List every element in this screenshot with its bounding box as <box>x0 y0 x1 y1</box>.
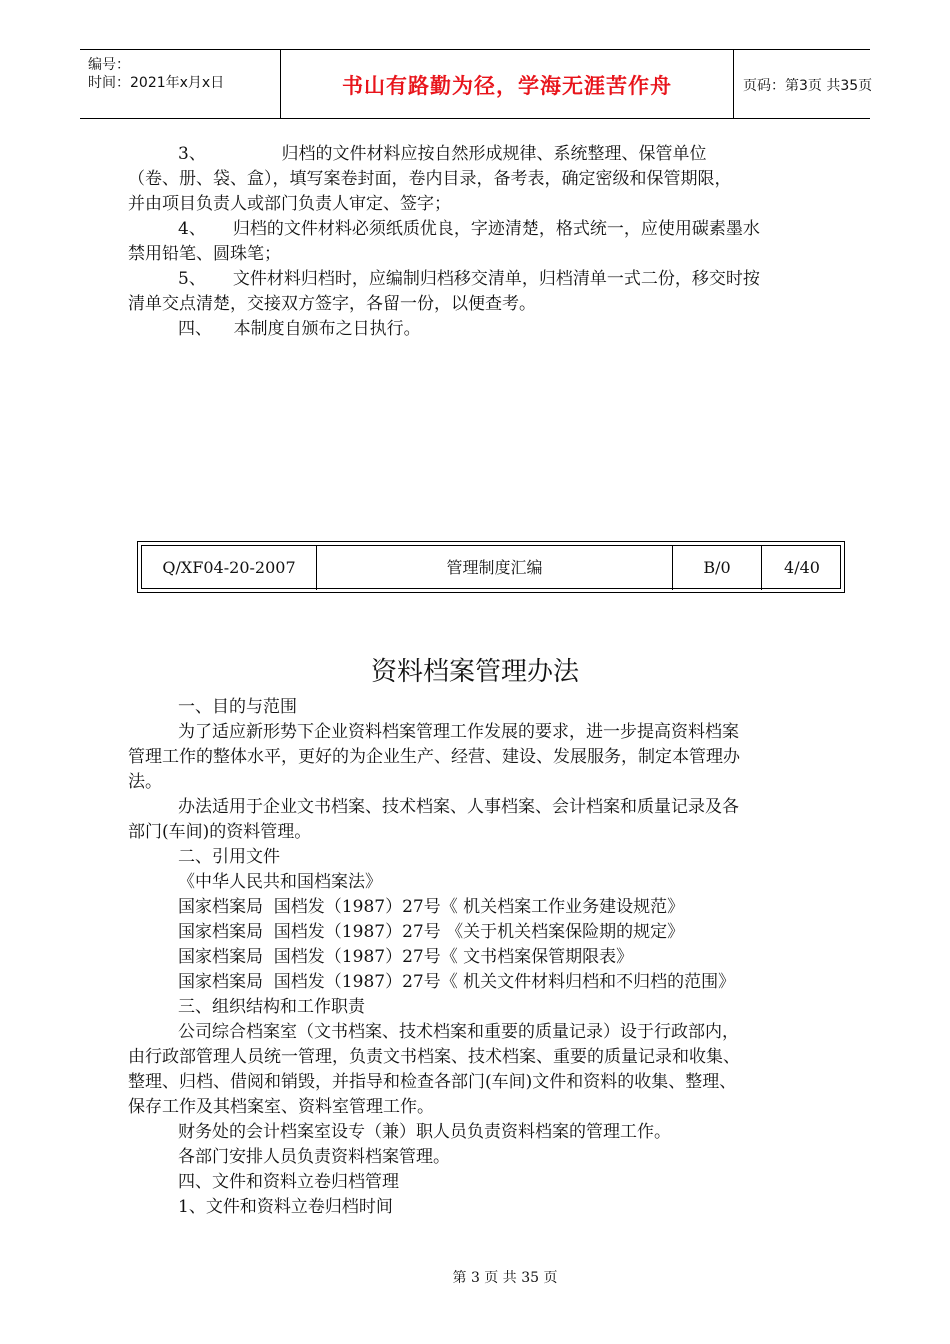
body-line: 由行政部管理人员统一管理，负责文书档案、技术档案、重要的质量记录和收集、 <box>128 1047 740 1067</box>
control-code: Q/XF04-20-2007 <box>142 546 317 590</box>
control-name: 管理制度汇编 <box>317 546 673 590</box>
body-line: 办法适用于企业文书档案、技术档案、人事档案、会计档案和质量记录及各 <box>178 797 739 817</box>
upper-paragraph-line: 四、 本制度自颁布之日执行。 <box>178 319 421 339</box>
reference-item: 国家档案局 国档发（1987）27号《 机关档案工作业务建设规范》 <box>178 897 685 917</box>
document-number-label: 编号： <box>88 57 130 73</box>
upper-paragraph-line: 3、 归档的文件材料应按自然形成规律、系统整理、保管单位 <box>178 144 707 164</box>
section-heading: 一、目的与范围 <box>178 697 297 717</box>
body-line: 为了适应新形势下企业资料档案管理工作发展的要求，进一步提高资料档案 <box>178 722 739 742</box>
upper-paragraph-line: （卷、册、袋、盒），填写案卷封面，卷内目录，备考表，确定密级和保管期限， <box>128 169 732 189</box>
body-line: 管理工作的整体水平，更好的为企业生产、经营、建设、发展服务，制定本管理办 <box>128 747 740 767</box>
upper-paragraph-line: 禁用铅笔、圆珠笔； <box>128 244 281 264</box>
upper-paragraph-line: 清单交点清楚，交接双方签字，各留一份，以便查考。 <box>128 294 536 314</box>
subsection-heading: 1、文件和资料立卷归档时间 <box>178 1197 393 1217</box>
body-line: 各部门安排人员负责资料档案管理。 <box>178 1147 450 1167</box>
body-line: 保存工作及其档案室、资料室管理工作。 <box>128 1097 434 1117</box>
control-page: 4/40 <box>784 558 820 577</box>
upper-paragraph-line: 4、 归档的文件材料必须纸质优良，字迹清楚，格式统一，应使用碳素墨水 <box>178 219 760 239</box>
reference-item: 国家档案局 国档发（1987）27号《 文书档案保管期限表》 <box>178 947 634 967</box>
reference-item: 《中华人民共和国档案法》 <box>178 872 382 892</box>
control-version: B/0 <box>673 546 762 590</box>
document-control-row <box>141 545 841 589</box>
upper-paragraph-line: 5、 文件材料归档时，应编制归档移交清单，归档清单一式二份，移交时按 <box>178 269 760 289</box>
header-motto-cell <box>280 50 734 118</box>
section-heading: 四、文件和资料立卷归档管理 <box>178 1172 399 1192</box>
header-page-info: 页码：第3页 共35页 <box>743 78 873 94</box>
document-title: 资料档案管理办法 <box>370 657 579 687</box>
body-line: 法。 <box>128 772 162 792</box>
body-line: 财务处的会计档案室设专（兼）职人员负责资料档案的管理工作。 <box>178 1122 671 1142</box>
section-heading: 二、引用文件 <box>178 847 280 867</box>
reference-item: 国家档案局 国档发（1987）27号 《关于机关档案保险期的规定》 <box>178 922 685 942</box>
reference-item: 国家档案局 国档发（1987）27号《 机关文件材料归档和不归档的范围》 <box>178 972 736 992</box>
upper-paragraph-line: 并由项目负责人或部门负责人审定、签字； <box>128 194 451 214</box>
header-motto: 书山有路勤为径，学海无涯苦作舟 <box>342 74 672 98</box>
body-line: 部门(车间)的资料管理。 <box>128 822 312 842</box>
body-line: 公司综合档案室（文书档案、技术档案和重要的质量记录）设于行政部内， <box>178 1022 739 1042</box>
document-date-label: 时间：2021年x月x日 <box>88 75 225 91</box>
document-control-table <box>137 541 845 593</box>
page-header <box>80 49 873 119</box>
section-heading: 三、组织结构和工作职责 <box>178 997 365 1017</box>
page-footer: 第 3 页 共 35 页 <box>452 1270 558 1286</box>
header-page-cell <box>733 50 873 118</box>
body-line: 整理、归档、借阅和销毁，并指导和检查各部门(车间)文件和资料的收集、整理、 <box>128 1072 737 1092</box>
header-meta-cell <box>80 50 280 118</box>
